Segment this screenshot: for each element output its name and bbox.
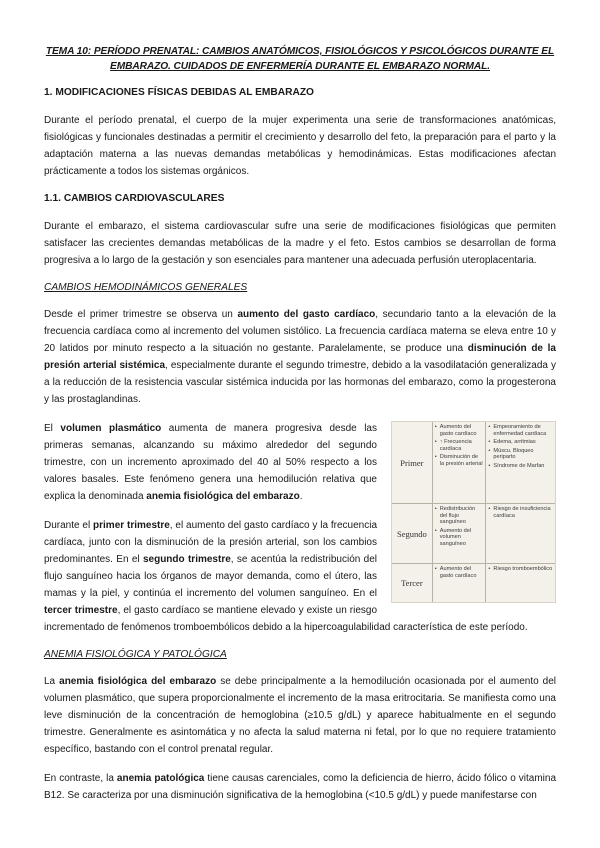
figure-row xyxy=(392,504,555,564)
figure-item: • Riesgo de insuficiencia cardíaca xyxy=(488,506,553,519)
text-run: En contraste, la xyxy=(44,773,117,784)
trimester-figure xyxy=(391,421,556,603)
text-run: se debe principalmente a la hemodilución ocasionada por el aumento del volumen plasmático, que supera proporcionalmente el incremento de la masa eritrocitaria. Se manifiesta como una leve disminución de la concentración de hemoglobina (≥10.5 g/dL) y aparece habitualmente en el segundo trimestre. Generalmente es asintomática y no afecta la salud materna ni fetal, por lo que no requiere tratamiento específico, bastando con el control prenatal regular. xyxy=(44,676,557,755)
subsection-heading: 1.1. CAMBIOS CARDIOVASCULARES xyxy=(44,193,225,204)
text-run: Desde el primer trimestre se observa un xyxy=(44,309,238,320)
bold-term: segundo trimestre xyxy=(142,554,231,565)
subheading-anemia: ANEMIA FISIOLÓGICA Y PATOLÓGICA xyxy=(44,649,227,660)
figure-wrap-region xyxy=(44,420,556,648)
paragraph: Durante el embarazo, el sistema cardiovascular sufre una serie de modificaciones fisiológicas que permiten satisfacer las crecientes demandas metabólicas de la madre y el feto. Estos cambios se desarrollan de forma progresiva a lo largo de la gestación y son esenciales para mantener una adecuada perfusión uteroplacentaria. xyxy=(44,221,556,266)
paragraph xyxy=(44,673,556,758)
figure-stage-label: Primer xyxy=(392,422,433,503)
figure-risks xyxy=(486,564,555,602)
bold-term: anemia patológica xyxy=(116,773,205,784)
text-run: , especialmente durante el segundo trimestre, debido a la vasodilatación generalizada y a la reducción de la resistencia vascular sistémica inducida por las hormonas del embarazo, como la progesterona y las prostaglandinas. xyxy=(44,360,556,405)
figure-changes xyxy=(433,564,487,602)
bold-term: disminución de la presión arterial sistémica xyxy=(44,343,556,371)
text-run: Durante el xyxy=(44,520,94,531)
bold-term: anemia fisiológica del embarazo xyxy=(59,676,217,687)
figure-changes xyxy=(433,504,487,563)
figure-row xyxy=(392,564,555,602)
figure-item: • Aumento del gasto cardíaco xyxy=(435,424,484,437)
figure-item: • Riesgo tromboembólico xyxy=(488,566,553,573)
section-heading: 1. MODIFICACIONES FÍSICAS DEBIDAS AL EMBARAZO xyxy=(44,87,314,98)
figure-changes xyxy=(433,422,487,503)
paragraph xyxy=(44,770,556,804)
figure-item: • Múscu. Bloqueo periparto xyxy=(488,448,553,461)
subheading-hemodynamic: CAMBIOS HEMODINÁMICOS GENERALES xyxy=(44,282,248,293)
figure-item: • Aumento del gasto cardíaco xyxy=(435,566,484,579)
bold-term: anemia fisiológica del embarazo xyxy=(146,491,300,502)
bold-term: primer trimestre xyxy=(93,520,170,531)
bold-term: volumen plasmático xyxy=(60,423,162,434)
text-run: , secundario tanto a la elevación de la frecuencia cardíaca como al incremento del volumen sistólico. La frecuencia cardíaca materna se eleva entre 10 y 20 latidos por minuto respecto a la situación no gestante. Paralelamente, se produce una xyxy=(44,309,556,354)
figure-item: • Redistribución del flujo sanguíneo xyxy=(435,506,484,526)
text-run: El xyxy=(44,423,61,434)
figure-item: • Síndrome de Marfan xyxy=(488,463,553,470)
text-run: , el aumento del gasto cardíaco y la frecuencia cardíaca, junto con la disminución de la presión arterial, son los cambios predominantes. En el xyxy=(44,520,378,565)
figure-stage-label: Segundo xyxy=(392,504,433,563)
figure-item: • Disminución de la presión arterial xyxy=(435,454,484,467)
paragraph: Durante el período prenatal, el cuerpo de la mujer experimenta una serie de transformaciones anatómicas, fisiológicas y funcionales destinadas a permitir el crecimiento y desarrollo del feto, la preparación para el parto y la adaptación materna a las nuevas demandas metabólicas y hemodinámicas. Estas modificaciones afectan prácticamente a todos los sistemas orgánicos. xyxy=(44,115,556,177)
text-run: tiene causas carenciales, como la deficiencia de hierro, ácido fólico o vitamina B12. Se caracteriza por una disminución significativa de la hemoglobina (<10.5 g/dL) y puede manifestarse con xyxy=(44,773,557,801)
text-run: aumenta de manera progresiva desde las primeras semanas, alcanzando su máximo alrededor del segundo trimestre, con un incremento aproximado del 40 al 50% respecto a los valores basales. Este fenómeno genera una hemodilución relativa que explica la denominada xyxy=(44,423,377,502)
figure-item: • Edema, arritmias xyxy=(488,439,553,446)
figure-row xyxy=(392,422,555,504)
paragraph xyxy=(44,306,556,408)
figure-item: • Aumento del volumen sanguíneo xyxy=(435,528,484,548)
figure-item: • Empeoramiento de enfermedad cardíaca xyxy=(488,424,553,437)
text-run: La xyxy=(44,676,60,687)
text-run: , se acentúa la redistribución del flujo sanguíneo hacia los órganos de mayor demanda, como el útero, las mamas y la piel, y continúa el incremento del volumen sanguíneo. En el xyxy=(44,554,378,599)
figure-item: • ↑ Frecuencia cardíaca xyxy=(435,439,484,452)
text-run: , el gasto cardíaco se mantiene elevado y existe un riesgo incrementado de fenómenos tromboembólicos debido a la hipercoagulabilidad característica de este período. xyxy=(44,605,528,633)
bold-term: aumento del gasto cardíaco xyxy=(237,309,376,320)
figure-risks xyxy=(486,422,555,503)
figure-stage-label: Tercer xyxy=(392,564,433,602)
text-run: . xyxy=(299,491,303,502)
figure-risks xyxy=(486,504,555,563)
bold-term: tercer trimestre xyxy=(44,605,118,616)
document-title: TEMA 10: PERÍODO PRENATAL: CAMBIOS ANATÓMICOS, FISIOLÓGICOS Y PSICOLÓGICOS DURANTE EL EMBARAZO. CUIDADOS DE ENFERMERÍA DURANTE EL EMBARAZO NORMAL. xyxy=(45,46,555,72)
